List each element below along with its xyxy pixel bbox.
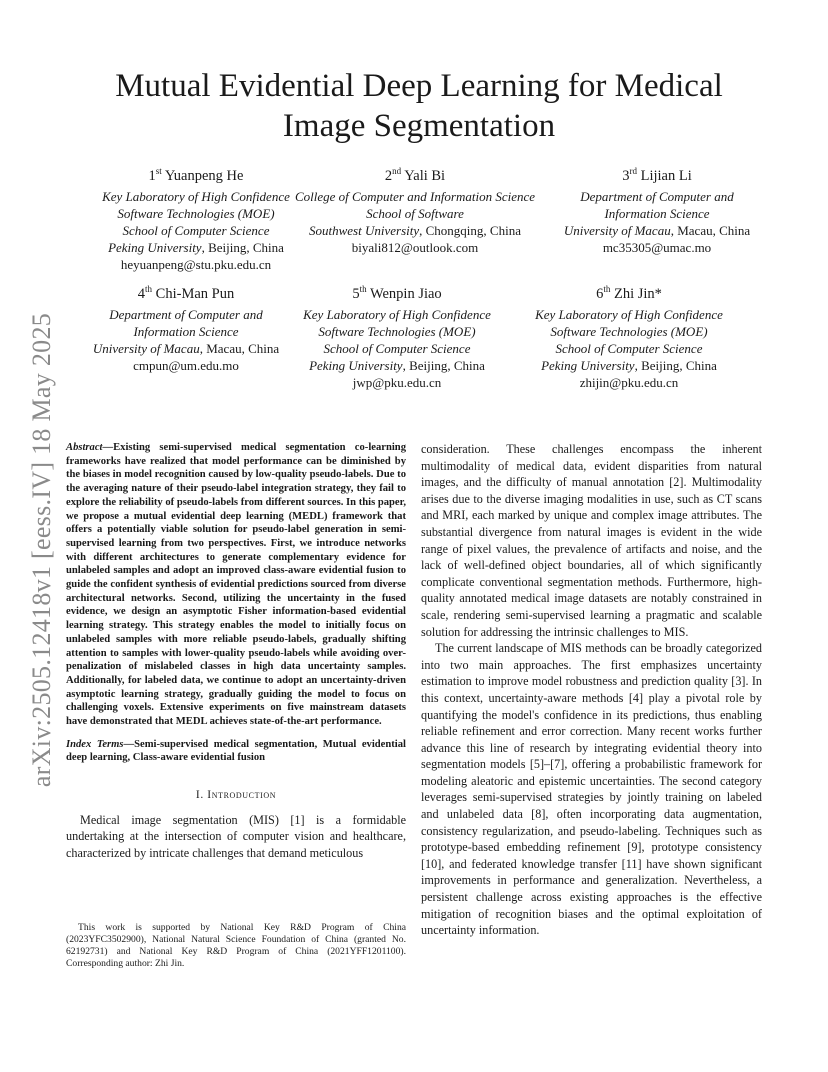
author-affiliation: Key Laboratory of High Confidence (303, 306, 491, 322)
author-affiliation: College of Computer and Information Science (294, 188, 536, 204)
author-affiliation: Key Laboratory of High Confidence (535, 306, 723, 322)
author-institution: University of Macau, Macau, China (563, 222, 751, 238)
author-affiliation: Department of Computer and (580, 188, 734, 204)
arxiv-id: arXiv:2505.12418v1 [eess.IV] 18 May 2025 (27, 312, 56, 788)
author-institution: University of Macau, Macau, China (92, 340, 280, 356)
author-email: jwp@pku.edu.cn (352, 374, 442, 390)
author-block-3 (522, 160, 792, 256)
index-terms-label: Index Terms (66, 738, 124, 750)
author-name: 3rd Lijian Li (622, 166, 692, 184)
author-name: 4th Chi-Man Pun (137, 284, 235, 302)
author-block-5 (262, 278, 532, 391)
author-block-2 (280, 160, 550, 256)
author-affiliation: Information Science (604, 205, 710, 221)
author-name: 5th Wenpin Jiao (352, 284, 442, 302)
author-affiliation: Software Technologies (MOE) (318, 323, 476, 339)
author-email: biyali812@outlook.com (351, 239, 479, 255)
intro-paragraph-2: The current landscape of MIS methods can be broadly categorized into two main approaches. The first emphasizes uncertainty estimation to improve model robustness and prediction quality [3]. In this context, uncertainty-aware methods [4] play a pivotal role by quantifying the model's confidence in its predictions, thus enabling reliable refinement and error correction. Many recent works further advance this line of research by integrating evidential theory into segmentation models [5]–[7], offering a probabilistic framework for modeling aleatoric and epistemic uncertainties. The second category leverages semi-supervised strategies by jointly training on labeled and unlabeled data [8], often incorporating data augmentation, consistency regularization, and pseudo-labeling. Techniques such as prototype-based embedding refinement [9], prototype consistency [10], and federated knowledge transfer [11] have shown significant improvements in performance and generalization. Nevertheless, a persistent challenge across existing approaches is the effective mitigation of recognition biases and the optimal exploitation of uncertainty information. (421, 641, 762, 938)
author-affiliation: Department of Computer and (109, 306, 263, 322)
right-column (421, 441, 762, 939)
author-institution: Southwest University, Chongqing, China (309, 222, 521, 238)
author-affiliation: Key Laboratory of High Confidence (102, 188, 290, 204)
author-affiliation: Software Technologies (MOE) (550, 323, 708, 339)
author-institution: Peking University, Beijing, China (541, 357, 717, 373)
author-affiliation: School of Computer Science (122, 222, 270, 238)
author-affiliation: School of Software (366, 205, 464, 221)
author-name: 2nd Yali Bi (384, 166, 446, 184)
title-line-2: Image Segmentation (282, 108, 556, 144)
abstract (66, 441, 406, 729)
author-block-6 (494, 278, 764, 391)
author-affiliation: School of Computer Science (323, 340, 471, 356)
intro-paragraph-continued: consideration. These challenges encompass the inherent multimodality of medical data, evident disparities from natural images, and the difficulty of manual annotation [2]. Multimodality arises due to the diverse imaging modalities in use, such as CT scans and MRI, each marked by unique and complex image attributes. The substantial divergence from natural images is evident in the wide range of pixel values, the prevalence of artifacts and noise, and the lack of well-defined object boundaries, all of which significantly complicate conventional segmentation methods. Furthermore, high-quality annotated medical image datasets are notably constrained in scale, rendering semi-supervised learning a pragmatic and scalable solution for addressing the intrinsic challenges to MIS. (421, 442, 762, 639)
abstract-label: Abstract (66, 442, 103, 453)
author-name: 6th Zhi Jin* (596, 284, 662, 302)
left-column (66, 441, 406, 862)
author-institution: Peking University, Beijing, China (309, 357, 485, 373)
author-email: mc35305@umac.mo (602, 239, 712, 255)
author-affiliation: School of Computer Science (555, 340, 703, 356)
abstract-text: —Existing semi-supervised medical segmentation co-learning frameworks have realized that model performance can be diminished by the biases in model recognition caused by low-quality pseudo-labels. Due to the averaging nature of their pseudo-label integration strategy, they fail to explore the reliability of pseudo-labels from different sources. In this paper, we propose a mutual evidential deep learning (MEDL) framework that offers a potentially viable solution for pseudo-label generation in semi-supervised learning from two perspectives. First, we introduce networks with different architectures to generate complementary evidence for unlabeled samples and adopt an improved class-aware evidential fusion to guide the confident synthesis of evidential predictions sourced from diverse architectural networks. Second, utilizing the uncertainty in the fused evidence, we design an asymptotic Fisher information-based evidential learning strategy. This strategy enables the model to initially focus on unlabeled samples with more reliable pseudo-labels, gradually shifting attention to samples with lower-quality pseudo-labels while avoiding over-penalization of mislabeled classes in high data uncertainty samples. Additionally, for labeled data, we continue to adopt an uncertainty-driven asymptotic learning strategy, gradually guiding the model to focus on challenging voxels. Extensive experiments on five mainstream datasets have demonstrated that MEDL achieves state-of-the-art performance. (66, 442, 406, 728)
author-email: zhijin@pku.edu.cn (579, 374, 679, 390)
author-affiliation: Information Science (133, 323, 239, 339)
author-institution: Peking University, Beijing, China (108, 239, 284, 255)
footnote: This work is supported by National Key R&D Program of China (2023YFC3502900), National Natural Science Foundation of China (granted No. 62192731) and National Key R&D Program of China (2021YFF1201100). Corresponding author: Zhi Jin. (66, 922, 406, 969)
index-terms-text: —Semi-supervised medical segmentation, Mutual evidential deep learning, Class-aware evidential fusion (66, 738, 406, 764)
index-terms (66, 738, 406, 765)
paper-title (60, 66, 778, 146)
author-name: 1st Yuanpeng He (148, 166, 244, 184)
author-email: cmpun@um.edu.mo (133, 357, 239, 373)
section-heading: I. Introduction (195, 789, 277, 802)
author-email: heyuanpeng@stu.pku.edu.cn (120, 256, 272, 272)
author-affiliation: Software Technologies (MOE) (117, 205, 275, 221)
title-line-1: Mutual Evidential Deep Learning for Medical (115, 68, 723, 104)
intro-paragraph-left: Medical image segmentation (MIS) [1] is a formidable undertaking at the intersection of computer vision and healthcare, characterized by intricate challenges that demand meticulous (66, 812, 406, 860)
